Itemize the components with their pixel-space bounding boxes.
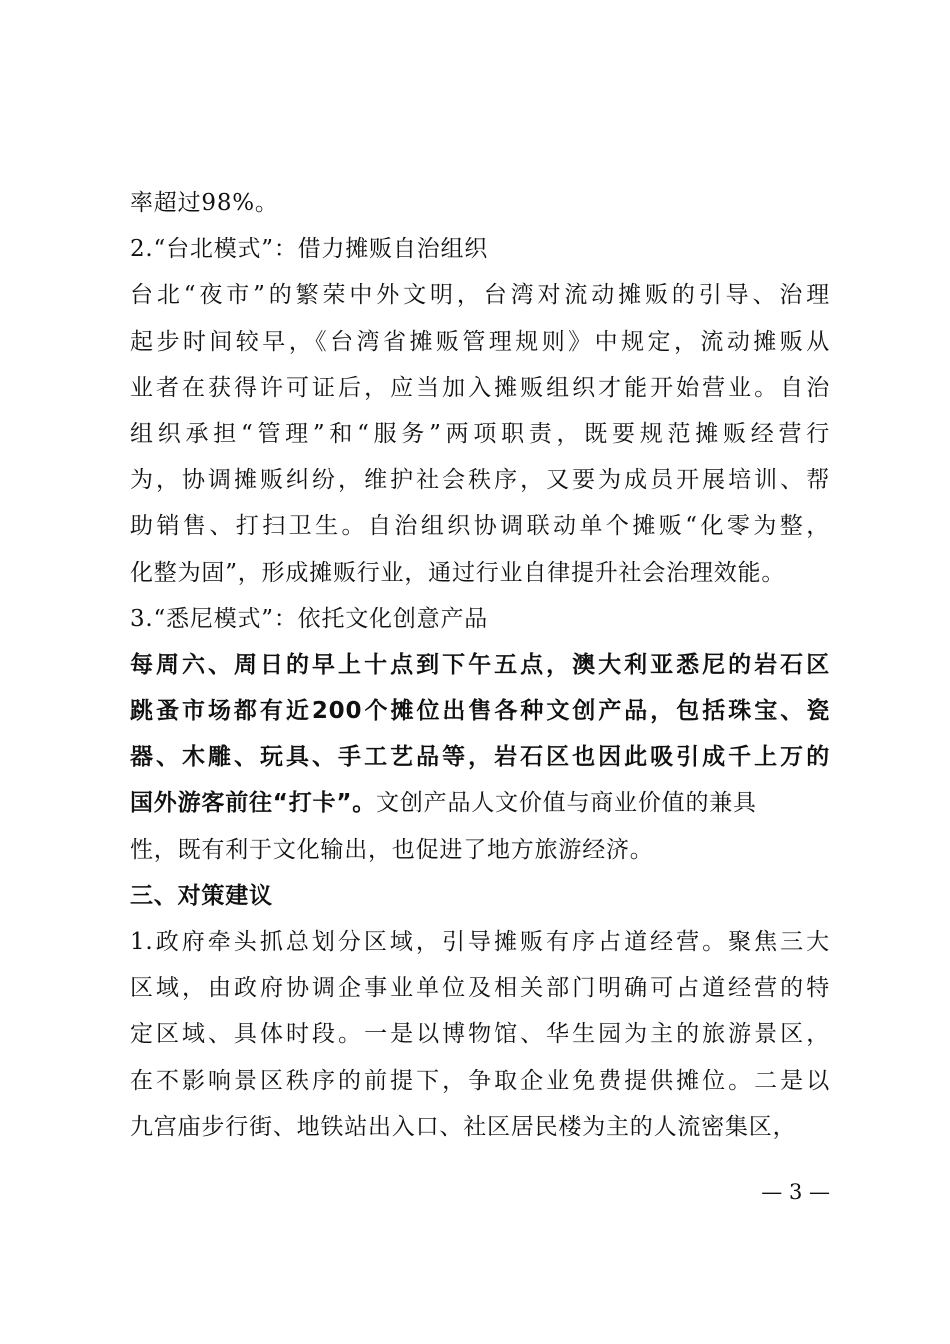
paragraph-line-15: 性，既有利于文化输出，也促进了地方旅游经济。 <box>130 836 654 863</box>
paragraph-line-6: 组织承担“管理”和“服务”两项职责，既要规范摊贩经营行 <box>130 420 830 447</box>
paragraph-line-9: 化整为固”，形成摊贩行业，通过行业自律提升社会治理效能。 <box>130 559 786 586</box>
document-body <box>130 180 830 1150</box>
paragraph-line-8: 助销售、打扫卫生。自治组织协调联动单个摊贩“化零为整， <box>130 513 830 540</box>
section-heading-taipei: 2.“台北模式”：借力摊贩自治组织 <box>130 236 489 263</box>
paragraph-line-5: 业者在获得许可证后，应当加入摊贩组织才能开始营业。自治 <box>130 374 830 401</box>
page-number: — 3 — <box>761 1180 830 1204</box>
section-heading-recommendations: 三、对策建议 <box>130 882 273 909</box>
paragraph-line-18: 区域，由政府协调企事业单位及相关部门明确可占道经营的特 <box>130 975 830 1002</box>
paragraph-line-17: 1.政府牵头抓总划分区域，引导摊贩有序占道经营。聚焦三大 <box>130 929 830 955</box>
bold-paragraph-line-11: 每周六、周日的早上十点到下午五点，澳大利亚悉尼的岩石区 <box>130 651 830 678</box>
bold-paragraph-line-12: 跳蚤市场都有近200个摊位出售各种文创产品，包括珠宝、瓷 <box>130 698 830 725</box>
section-heading-sydney: 3.“悉尼模式”：依托文化创意产品 <box>130 605 489 632</box>
regular-phrase: 文创产品人文价值与商业价值的兼具 <box>376 790 757 817</box>
paragraph-line-21: 九宫庙步行街、地铁站出入口、社区居民楼为主的人流密集区， <box>130 1113 797 1140</box>
mixed-paragraph-line-14 <box>130 780 830 826</box>
paragraph-line-3: 台北“夜市”的繁荣中外文明，台湾对流动摊贩的引导、治理 <box>130 282 830 309</box>
paragraph-line-1: 率超过98%。 <box>130 190 279 216</box>
paragraph-line-20: 在不影响景区秩序的前提下，争取企业免费提供摊位。二是以 <box>130 1067 830 1094</box>
paragraph-line-4: 起步时间较早，《台湾省摊贩管理规则》中规定，流动摊贩从 <box>130 328 830 355</box>
paragraph-line-7: 为，协调摊贩纠纷，维护社会秩序，又要为成员开展培训、帮 <box>130 467 830 494</box>
bold-phrase: 国外游客前往“打卡”。 <box>130 790 377 817</box>
paragraph-line-19: 定区域、具体时段。一是以博物馆、华生园为主的旅游景区， <box>130 1021 830 1048</box>
bold-paragraph-line-13: 器、木雕、玩具、手工艺品等，岩石区也因此吸引成千上万的 <box>130 744 830 771</box>
